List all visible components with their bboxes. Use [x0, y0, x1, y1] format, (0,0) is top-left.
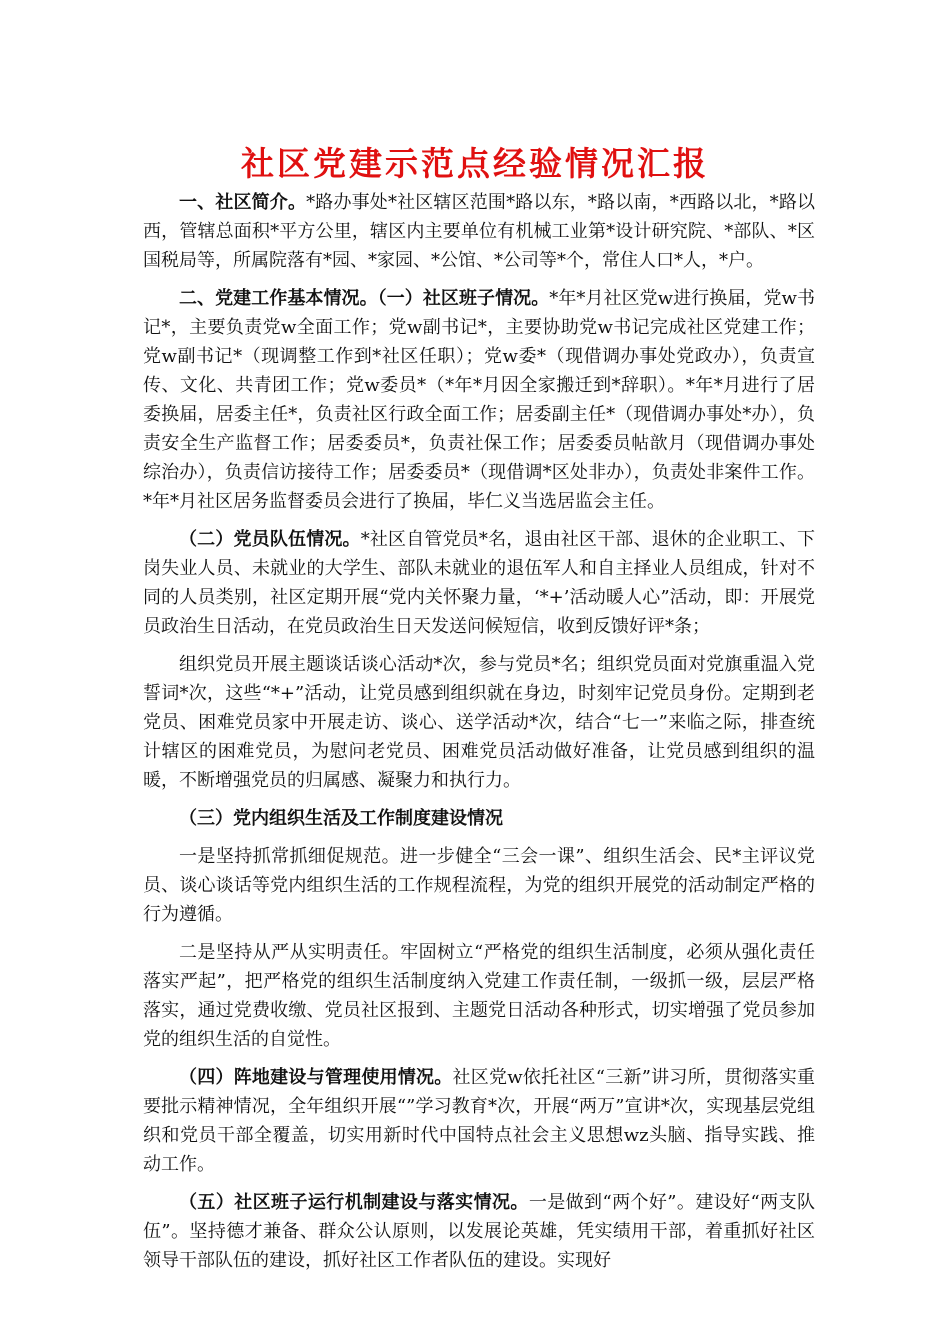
document-body [143, 188, 815, 1275]
paragraph-regulation [143, 842, 815, 929]
paragraph-text: 社区党w依托社区“三新”讲习所，贯彻落实重要批示精神情况，全年组织开展“”学习教育*次，开展“两万”宣讲*次，实现基层党组织和党员干部全覆盖，切实用新时代中国特点社会主义思想wz头脑、指导实践、推动工作。 [143, 1067, 816, 1175]
paragraph-org-life-heading [143, 804, 815, 833]
paragraph-text: *社区自管党员*名，退由社区干部、退休的企业职工、下岗失业人员、未就业的大学生、部队未就业的退伍军人和自主择业人员组成，针对不同的人员类别，社区定期开展“党内关怀聚力量，‘*+’活动暖人心”活动，即：开展党员政治生日活动，在党员政治生日天发送问候短信，收到反馈好评*条； [143, 529, 816, 637]
paragraph-text: 组织党员开展主题谈话谈心活动*次，参与党员*名；组织党员面对党旗重温入党誓词*次，这些“*+”活动，让党员感到组织就在身边，时刻牢记党员身份。定期到老党员、困难党员家中开展走访、谈心、送学活动*次，结合“七一”来临之际，排查统计辖区的困难党员，为慰问老党员、困难党员活动做好准备，让党员感到组织的温暖，不断增强党员的归属感、凝聚力和执行力。 [143, 654, 815, 791]
paragraph-party-members [143, 525, 815, 641]
paragraph-lead: （二）党员队伍情况。 [179, 529, 361, 550]
paragraph-intro [143, 188, 815, 275]
paragraph-text: *年*月社区党w进行换届，党w书记*，主要负责党w全面工作；党w副书记*，主要协助党w书记完成社区党建工作；党w副书记*（现调整工作到*社区任职）；党w委*（现借调办事处党政办），负责宣传、文化、共青团工作；党w委员*（*年*月因全家搬迁到*辞职）。*年*月进行了居委换届，居委主任*，负责社区行政全面工作；居委副主任*（现借调办事处*办），负责安全生产监督工作；居委委员*，负责社保工作；居委委员帖歆月（现借调办事处综治办），负责信访接待工作；居委委员*（现借调*区处非办），负责处非案件工作。*年*月社区居务监督委员会进行了换届，毕仁义当选居监会主任。 [143, 288, 815, 512]
paragraph-operation-mechanism [143, 1188, 815, 1275]
paragraph-responsibility [143, 938, 815, 1054]
paragraph-lead: 一、社区简介。 [179, 192, 307, 213]
paragraph-text: 一是做到“两个好”。建设好“两支队伍”。坚持德才兼备、群众公认原则，以发展论英雄，凭实绩用干部，着重抓好社区领导干部队伍的建设，抓好社区工作者队伍的建设。实现好 [143, 1192, 815, 1271]
paragraph-text: *路办事处*社区辖区范围*路以东，*路以南，*西路以北，*路以西，管辖总面积*平方公里，辖区内主要单位有机械工业第*设计研究院、*部队、*区国税局等，所属院落有*园、*家园、*公馆、*公司等*个，常住人口*人，*户。 [143, 192, 816, 271]
paragraph-lead: （五）社区班子运行机制建设与落实情况。 [179, 1192, 529, 1213]
paragraph-text: 一是坚持抓常抓细促规范。进一步健全“三会一课”、组织生活会、民*主评议党员、谈心谈话等党内组织生活的工作规程流程，为党的组织开展党的活动制定严格的行为遵循。 [143, 846, 815, 925]
paragraph-lead: （四）阵地建设与管理使用情况。 [179, 1067, 453, 1088]
paragraph-party-building [143, 284, 815, 516]
paragraph-text: 二是坚持从严从实明责任。牢固树立“严格党的组织生活制度，必须从强化责任落实严起”，把严格党的组织生活制度纳入党建工作责任制，一级抓一级，层层严格落实，通过党费收缴、党员社区报到、主题党日活动各种形式，切实增强了党员参加党的组织生活的自觉性。 [143, 942, 815, 1050]
document-title: 社区党建示范点经验情况汇报 [241, 144, 709, 183]
paragraph-lead: 二、党建工作基本情况。（一）社区班子情况。 [179, 288, 550, 309]
paragraph-member-activities [143, 650, 815, 795]
paragraph-position-building [143, 1063, 815, 1179]
paragraph-lead: （三）党内组织生活及工作制度建设情况 [179, 808, 503, 829]
